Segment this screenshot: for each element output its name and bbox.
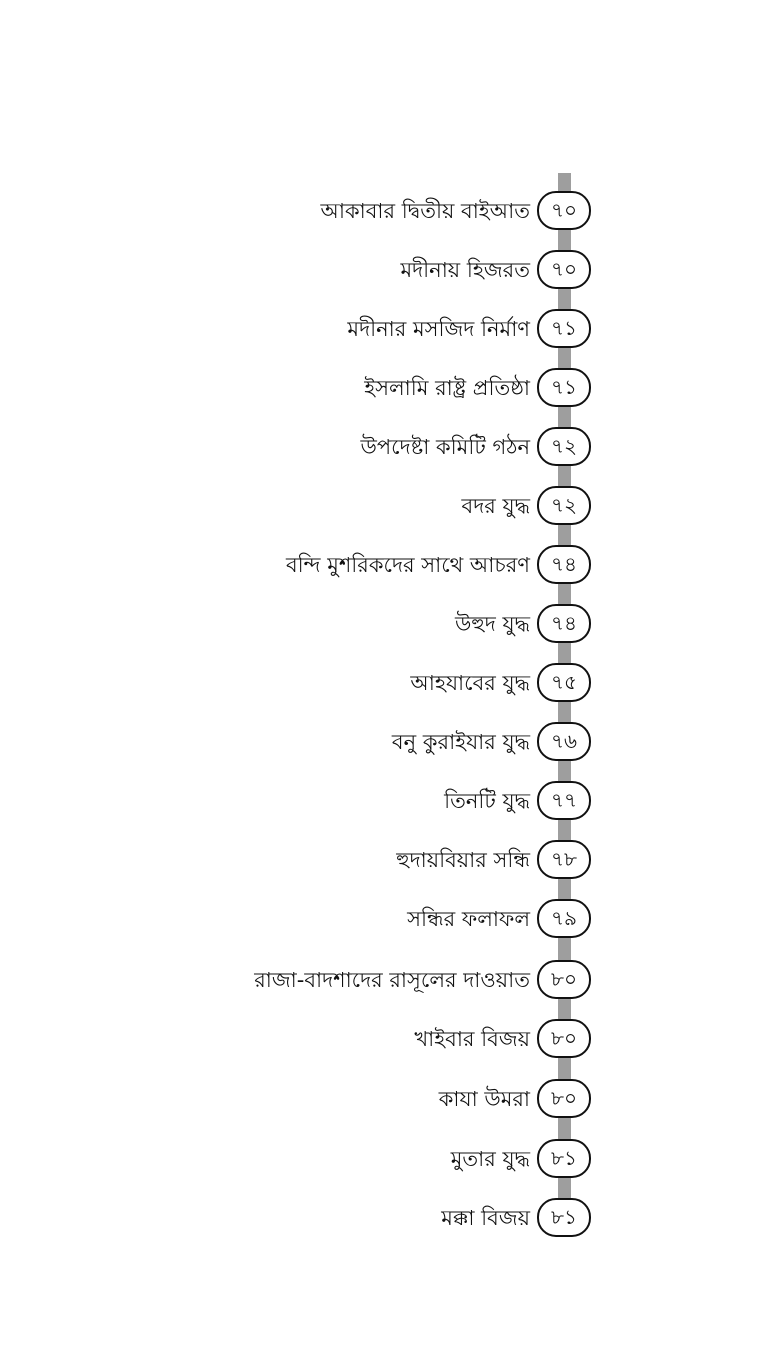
- toc-entry-title: তিনটি যুদ্ধ: [444, 789, 530, 813]
- toc-page-number: ৭১: [537, 368, 591, 407]
- toc-page-number: ৭০: [537, 191, 591, 230]
- toc-page-number: ৮১: [537, 1198, 591, 1237]
- toc-page-number: ৭২: [537, 427, 591, 466]
- toc-page-number: ৭৬: [537, 722, 591, 761]
- toc-page-number: ৭৭: [537, 781, 591, 820]
- toc-page-number: ৭৫: [537, 663, 591, 702]
- toc-page-number: ৭২: [537, 486, 591, 525]
- toc-entry-title: মদীনায় হিজরত: [400, 258, 530, 282]
- toc-entry-title: কাযা উমরা: [438, 1087, 530, 1111]
- toc-page-number: ৭১: [537, 309, 591, 348]
- toc-entry[interactable]: [0, 719, 775, 765]
- toc-page-number: ৭৮: [537, 840, 591, 879]
- toc-entry[interactable]: [0, 1136, 775, 1182]
- toc-entry-title: খাইবার বিজয়: [414, 1027, 530, 1051]
- toc-entry[interactable]: [0, 306, 775, 352]
- toc-page-number: ৭৪: [537, 545, 591, 584]
- toc-page-number: ৭০: [537, 250, 591, 289]
- toc-page-number: ৭৯: [537, 899, 591, 938]
- toc-entry-title: মদীনার মসজিদ নির্মাণ: [347, 317, 530, 341]
- toc-entry-title: বন্দি মুশরিকদের সাথে আচরণ: [285, 553, 530, 577]
- toc-entry[interactable]: [0, 660, 775, 706]
- toc-entry-title: মক্কা বিজয়: [441, 1206, 530, 1230]
- toc-entry[interactable]: [0, 896, 775, 942]
- toc-entry[interactable]: [0, 188, 775, 234]
- toc-entry-title: আকাবার দ্বিতীয় বাইআত: [320, 199, 530, 223]
- toc-entry-title: হুদায়বিয়ার সন্ধি: [396, 848, 530, 872]
- toc-entry[interactable]: [0, 424, 775, 470]
- toc-entry-title: উহুদ যুদ্ধ: [455, 612, 530, 636]
- toc-entry[interactable]: [0, 778, 775, 824]
- toc-entry[interactable]: [0, 837, 775, 883]
- toc-entry[interactable]: [0, 601, 775, 647]
- toc-entry-title: ইসলামি রাষ্ট্র প্রতিষ্ঠা: [364, 376, 530, 400]
- toc-page-number: ৭৪: [537, 604, 591, 643]
- toc-page-number: ৮০: [537, 960, 591, 999]
- toc-page-number: ৮০: [537, 1079, 591, 1118]
- toc-page-number: ৮০: [537, 1019, 591, 1058]
- toc-entry-title: বনু কুরাইযার যুদ্ধ: [391, 730, 530, 754]
- toc-entry-title: সন্ধির ফলাফল: [407, 907, 530, 931]
- toc-entry-title: মুতার যুদ্ধ: [450, 1147, 530, 1171]
- toc-entry[interactable]: [0, 365, 775, 411]
- toc-entry[interactable]: [0, 1195, 775, 1241]
- toc-entry[interactable]: [0, 1016, 775, 1062]
- toc-entry[interactable]: [0, 1076, 775, 1122]
- toc-entry[interactable]: [0, 247, 775, 293]
- toc-entry[interactable]: [0, 957, 775, 1003]
- toc-entry-title: বদর যুদ্ধ: [461, 494, 530, 518]
- toc-entry-title: আহযাবের যুদ্ধ: [410, 671, 530, 695]
- toc-entry[interactable]: [0, 542, 775, 588]
- toc-entry-title: রাজা-বাদশাদের রাসূলের দাওয়াত: [254, 968, 530, 992]
- toc-entry-title: উপদেষ্টা কমিটি গঠন: [360, 435, 530, 459]
- toc-entry[interactable]: [0, 483, 775, 529]
- toc-page-number: ৮১: [537, 1139, 591, 1178]
